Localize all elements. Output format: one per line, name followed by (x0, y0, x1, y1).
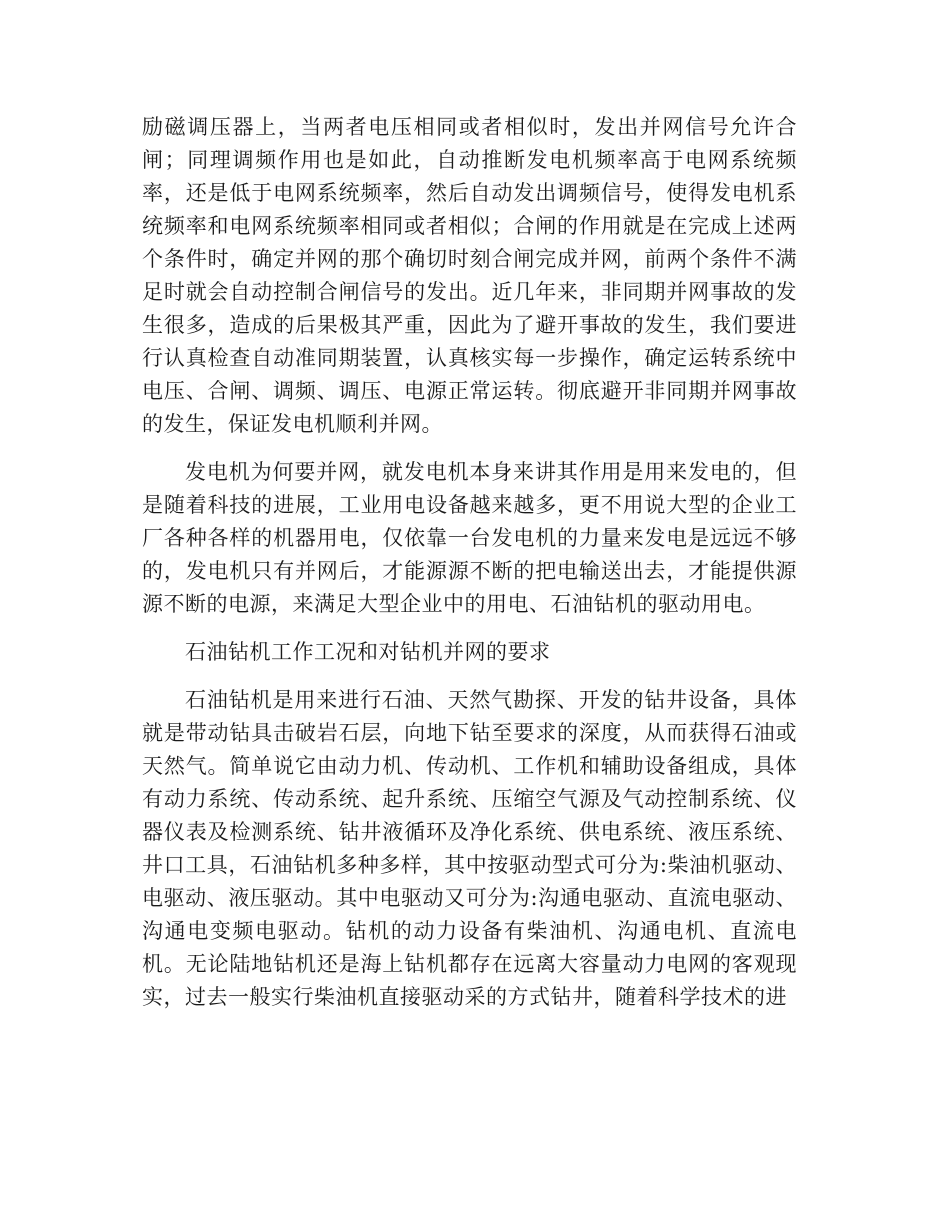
paragraph-1: 励磁调压器上，当两者电压相同或者相似时，发出并网信号允许合闸；同理调频作用也是如此，自动推断发电机频率高于电网系统频率，还是低于电网系统频率，然后自动发出调频信号，使得发电机系统频率和电网系统频率相同或者相似；合闸的作用就是在完成上述两个条件时，确定并网的那个确切时刻合闸完成并网，前两个条件不满足时就会自动控制合闸信号的发出。近几年来，非同期并网事故的发生很多，造成的后果极其严重，因此为了避开事故的发生，我们要进行认真检查自动准同期装置，认真核实每一步操作，确定运转系统中电压、合闸、调频、调压、电源正常运转。彻底避开非同期并网事故的发生，保证发电机顺利并网。 (142, 115, 797, 436)
section-heading: 石油钻机工作工况和对钻机并网的要求 (185, 640, 551, 664)
document-page (142, 111, 797, 1029)
paragraph-4: 石油钻机是用来进行石油、天然气勘探、开发的钻井设备，具体就是带动钻具击破岩石层，向地下钻至要求的深度，从而获得石油或天然气。简单说它由动力机、传动机、工作机和辅助设备组成，具体有动力系统、传动系统、起升系统、压缩空气源及气动控制系统、仪器仪表及检测系统、钻井液循环及净化系统、供电系统、液压系统、井口工具，石油钻机多种多样，其中按驱动型式可分为:柴油机驱动、电驱动、液压驱动。其中电驱动又可分为:沟通电驱动、直流电驱动、沟通电变频电驱动。钻机的动力设备有柴油机、沟通电机、直流电机。无论陆地钻机还是海上钻机都存在远离大容量动力电网的客观现实，过去一般实行柴油机直接驱动采的方式钻井，随着科学技术的进 (142, 688, 797, 1009)
paragraph-2: 发电机为何要并网，就发电机本身来讲其作用是用来发电的，但是随着科技的进展，工业用电设备越来越多，更不用说大型的企业工厂各种各样的机器用电，仅依靠一台发电机的力量来发电是远远不够的，发电机只有并网后，才能源源不断的把电输送出去，才能提供源源不断的电源，来满足大型企业中的用电、石油钻机的驱动用电。 (142, 460, 797, 616)
